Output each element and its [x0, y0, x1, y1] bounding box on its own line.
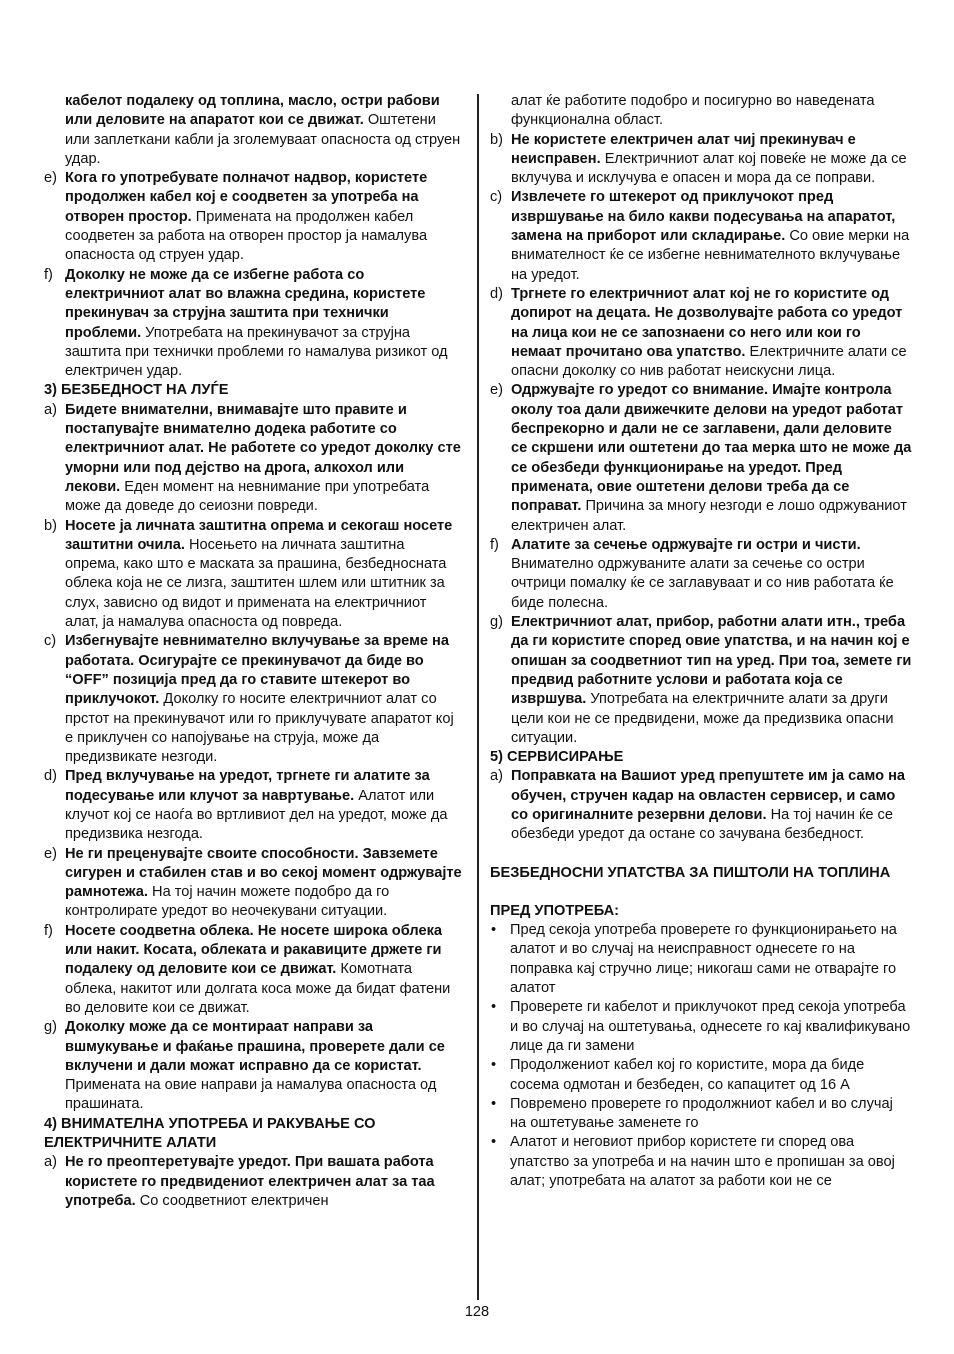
bullet-text: Повремено проверете го продолжниот кабел и во случај на оштетување заменете го	[510, 1095, 893, 1132]
item-label: a)	[490, 768, 503, 785]
bold-text: Носете ја личната заштитна опрема и секогаш носете заштитни очила.	[65, 517, 453, 553]
item-label: a)	[44, 401, 57, 418]
section-heading-5: 5) СЕРВИСИРАЊЕ	[490, 749, 624, 766]
bold-text: Не ги преценувајте своите способности. Завземете сигурен и стабилен став и во секој момент одржувајте рамнотежа.	[65, 845, 462, 901]
bullet-item	[490, 1056, 912, 1095]
bullet-icon: •	[491, 922, 497, 939]
bold-text: Кога го употребувате полначот надвор, користете продолжен кабел кој е соодветен за употреба на отворен простор.	[65, 170, 428, 225]
item-4a	[44, 1153, 462, 1211]
left-column	[44, 92, 462, 1211]
item-e	[44, 169, 462, 265]
body-text: Со соодветниот електричен	[135, 1192, 329, 1209]
item-4d	[490, 285, 912, 381]
right-column	[490, 92, 912, 1191]
item-5a	[490, 767, 912, 844]
item-4e	[490, 381, 912, 535]
body-text: Употребата на прекинувачот за струјна заштита при технички проблеми го намалува ризикот од електричен удар.	[65, 324, 448, 380]
body-text: Комотната облека, накитот или долгата коса може да бидат фатени во деловите кои се движат.	[65, 961, 451, 1016]
heat-gun-safety-title: БЕЗБЕДНОСНИ УПАТСТВА ЗА ПИШТОЛИ НА ТОПЛИНА	[490, 864, 891, 881]
continued-paragraph: алат ќе работите подобро и посигурно во наведената функционална област.	[511, 93, 875, 129]
bullet-item	[490, 921, 912, 998]
item-4g	[490, 613, 912, 748]
body-text: На тој начин ќе се обезбеди уредот да остане со зачувана безбедност.	[511, 806, 893, 843]
body-text: Употребата на електричните алати за други цели кои не се предвидени, може да предизвика опасни ситуации.	[511, 691, 894, 746]
bullet-item	[490, 998, 912, 1056]
bold-text: Избегнувајте невнимателно вклучување за време на работата. Осигурајте се прекинувачот да биде во “OFF” позиција пред да го ставите штекерот во приклучокот.	[65, 633, 449, 708]
body-text: Алатот или клучот кој се наоѓа во вртливиот дел на уредот, може да предизвика незгода.	[65, 787, 448, 843]
bold-text: Носете соодветна облека. Не носете широка облека или накит. Косата, облеката и ракавиците држете ги подалеку од деловите кои се движат.	[65, 922, 442, 978]
body-text: Носењето на личната заштитна опрема, како што е маската за прашина, безбедносната облека која не се лизга, заштитен шлем или штитник за слух, зависно од видот и примената на електричниот алат, ја намалува опасноста од повреда.	[65, 536, 447, 631]
body-text: Примената на продолжен кабел соодветен за работа на отворен простор ја намалува опасноста од струен удар.	[65, 208, 428, 264]
bullet-item	[490, 1095, 912, 1134]
bold-text: Тргнете го електричниот алат кој не го користите од допирот на децата. Не дозволувајте работа со уредот на лица кои не се запознаени со него или кои го немаат прочитано ова упатство.	[511, 285, 903, 360]
bold-text: Алатите за сечење одржувајте ги остри и чисти.	[511, 536, 861, 553]
item-label: e)	[44, 170, 57, 187]
bullet-icon: •	[491, 999, 497, 1016]
body-text: Еден момент на невнимание при употребата може да доведе до сеиозни повреди.	[65, 478, 430, 515]
item-4f	[490, 536, 912, 613]
bold-text: Не го преоптеретувајте уредот. При вашата работа користете го предвидениот електричен алат за таа употреба.	[65, 1154, 435, 1209]
item-f	[44, 266, 462, 382]
bold-text: Извлечете го штекерот од приклучокот пред извршување на било какви подесувања на апаратот, замена на приборот или складирање.	[511, 189, 896, 245]
body-text: Електричните алати се опасни доколку со нив работат неискусни лица.	[511, 343, 907, 380]
item-3g	[44, 1018, 462, 1114]
bullet-text: Пред секоја употреба проверете го функционирањето на алатот и во случај на неисправност однесете го на поправка кај стручно лице; никогаш сами не отварајте го алатот	[510, 922, 897, 997]
body-text: Причина за многу незгоди е лошо одржуваниот електричен алат.	[511, 498, 907, 534]
section-heading-3: 3) БЕЗБЕДНОСТ НА ЛУЃЕ	[44, 382, 229, 399]
bold-text: кабелот подалеку од топлина, масло, остри рабови или деловите на апаратот кои се движат.	[65, 93, 440, 129]
bullet-text: Проверете ги кабелот и приклучокот пред секоја употреба и во случај на оштетувања, однесете го кај квалификувано лице да ги замени	[510, 999, 911, 1054]
bullet-icon: •	[491, 1134, 497, 1151]
bold-text: Доколку може да се монтираат направи за вшмукување и фаќање прашина, проверете дали се вклучени и дали можат исправно да се користат.	[65, 1019, 445, 1074]
body-text: Внимателно одржуваните алати за сечење со остри очтрици помалку ќе се заглавуваат и со нив работата ќе биде полесна.	[511, 556, 894, 611]
item-label: d)	[44, 768, 57, 785]
item-3a	[44, 401, 462, 517]
bold-text: Пред вклучување на уредот, тргнете ги алатите за подесување или клучот за навртување.	[65, 768, 430, 804]
item-label: b)	[490, 131, 503, 148]
item-3b	[44, 517, 462, 633]
item-label: b)	[44, 517, 57, 534]
body-text: Оштетени или заплеткани кабли ја зголемуваат опасноста од струен удар.	[65, 112, 461, 167]
bold-text: Поправката на Вашиот уред препуштете им ја само на обучен, стручен кадар на овластен сервисер, и само со оригиналните резервни делови.	[511, 768, 906, 823]
item-label: f)	[490, 536, 499, 553]
body-text: Со овие мерки на внимателност ќе се избегне невнимателното вклучување на уредот.	[511, 228, 910, 283]
item-3e	[44, 845, 462, 922]
bullet-item	[490, 1133, 912, 1191]
bold-text: Електричниот алат, прибор, работни алати итн., треба да ги користите според овие упатства, и на начин кој е опишан за соодветниот тип на уред. При тоа, земете ги предвид работните услови и работата која се извршува.	[511, 614, 912, 708]
bullet-text: Продолжениот кабел кој го користите, мора да биде сосема одмотан и безбеден, со капацитет од 16 A	[510, 1057, 865, 1093]
continued-paragraph	[44, 92, 462, 169]
bullet-icon: •	[491, 1057, 497, 1074]
bullet-icon: •	[491, 1095, 497, 1112]
item-label: e)	[490, 382, 503, 399]
item-label: f)	[44, 266, 53, 283]
item-label: g)	[490, 614, 503, 631]
item-3c	[44, 632, 462, 767]
page-number: 128	[464, 1304, 490, 1320]
body-text: Доколку го носите електричниот алат со прстот на прекинувачот или го приклучувате апаратот кој е приклучен со напојување на струја, може да предизвикате незгоди.	[65, 691, 454, 766]
before-use-title: ПРЕД УПОТРЕБА:	[490, 902, 620, 919]
bold-text: Бидете внимателни, внимавајте што правите и постапувајте внимателно додека работите со електричниот алат. Не работете со уредот доколку сте уморни или под дејство на дрога, алкохол или лекови.	[65, 401, 461, 495]
item-label: g)	[44, 1019, 57, 1036]
column-divider	[477, 94, 479, 1300]
item-label: c)	[44, 633, 57, 650]
section-heading-4: 4) ВНИМАТЕЛНА УПОТРЕБА И РАКУВАЊЕ СО ЕЛЕКТРИЧНИТЕ АЛАТИ	[44, 1115, 376, 1152]
bold-text: Не користете електричен алат чиј прекинувач е неисправен.	[511, 131, 856, 167]
item-4b	[490, 131, 912, 189]
item-label: a)	[44, 1154, 57, 1171]
bold-text: Одржувајте го уредот со внимание. Имајте контрола околу тоа дали движечките делови на уредот работат беспрекорно и дали не се заглавени, дали деловите се скршени или оштетени до таа мерка што не може да се обезбеди функционирање на уредот. Пред примената, овие оштетени делови треба да се поправат.	[511, 382, 912, 515]
item-label: c)	[490, 189, 503, 206]
bold-text: Доколку не може да се избегне работа со електричниот алат во влажна средина, користете прекинувач за струјна заштита при технички проблеми.	[65, 266, 426, 341]
item-label: f)	[44, 922, 53, 939]
body-text: Електричниот алат кој повеќе не може да се вклучува и исклучува е опасен и мора да се поправи.	[511, 150, 907, 187]
item-3f	[44, 922, 462, 1018]
item-label: e)	[44, 845, 57, 862]
item-3d	[44, 767, 462, 844]
item-4c	[490, 188, 912, 284]
bullet-text: Алатот и неговиот прибор користете ги според ова упатство за употреба и на начин што е пропишан за овој алат; употребата на алатот за работи кои не се	[510, 1134, 895, 1190]
item-label: d)	[490, 285, 503, 302]
body-text: Примената на овие направи ја намалува опасноста од прашината.	[65, 1077, 437, 1113]
body-text: На тој начин можете подобро да го контролирате уредот во неочекувани ситуации.	[65, 884, 390, 920]
